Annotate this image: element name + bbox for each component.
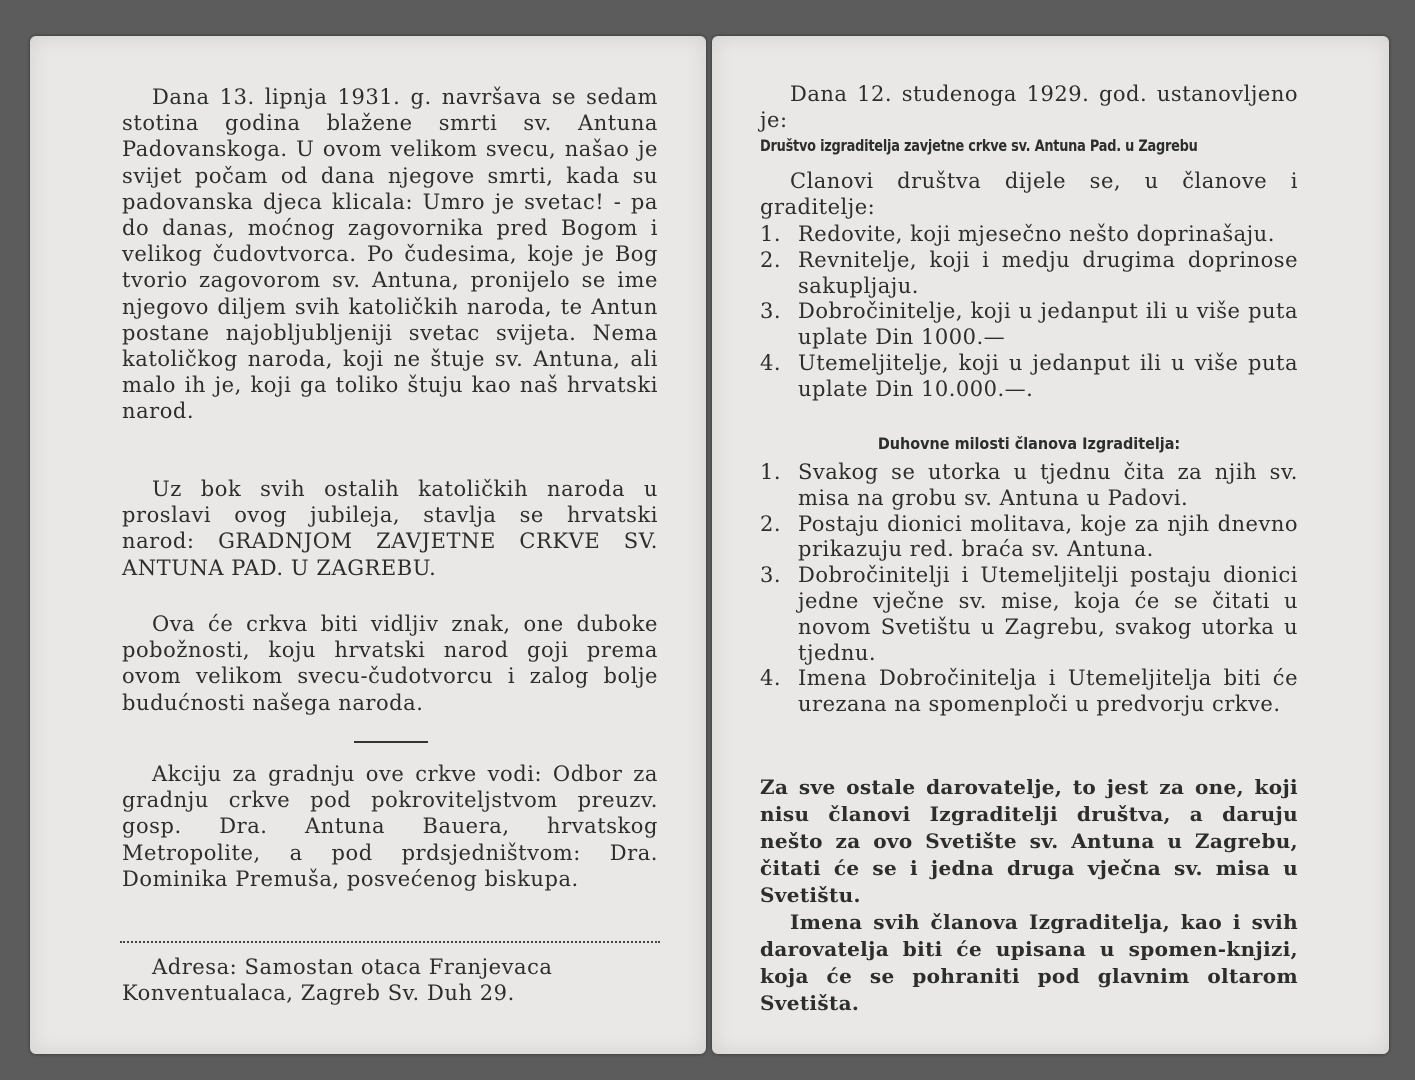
address-text: Adresa: Samostan otaca Franjevaca Konventualaca, Zagreb Sv. Duh 29. (122, 955, 553, 1006)
memorial-book-text: Imena svih članova Izgraditelja, kao i svih darovatelja biti će upisana u spomen-knjizi, koja će se pohraniti pod glavnim oltarom Svetišta. (760, 910, 1298, 1015)
church-building-paragraph (122, 476, 658, 581)
list-item: 1. Svakog se utorka u tjednu čita za njih sv. misa na grobu sv. Antuna u Padovi. (760, 460, 1298, 510)
committee-paragraph (122, 761, 658, 892)
left-page (30, 36, 706, 1054)
society-name-heading: Društvo izgraditelja zavjetne crkve sv. Antuna Pad. u Zagrebu (760, 137, 1198, 155)
graces-heading: Duhovne milosti članova Izgraditelja: (877, 434, 1181, 453)
jubilee-text: Dana 13. lipnja 1931. g. navršava se sedam stotina godina blažene smrti sv. Antuna Padovanskoga. U ovom velikom svecu, našao je svijet počam od dana njegove smrti, kada su padovanska djeca klicala: Umro je svetac! - pa do danas, moćnog zagovornika pred Bogom i velikog čudovtvorca. Po čudesima, koje je Bog tvorio zagovorom sv. Antuna, pronijelo se ime njegovo diljem svih katoličkih naroda, te Antun postane najobljubljeniji svetac svijeta. Nema katoličkog naroda, koji ne štuje sv. Antuna, ali malo ih je, koji ga toliko štuju kao naš hrvatski narod. (122, 85, 658, 424)
list-item: 2. Postaju dionici molitava, koje za njih dnevno prikazuju red. braća sv. Antuna. (760, 511, 1298, 562)
list-item: 4. Imena Dobročinitelja i Utemeljitelja biti će urezana na spomenploči u predvorju crkve. (760, 666, 1298, 717)
list-item: 3. Dobročinitelje, koji u jedanput ili u više puta uplate Din 1000.— (760, 299, 1298, 350)
members-text: Clanovi društva dijele se, u članove i graditelje: (760, 169, 1298, 219)
list-item: 4. Utemeljitelje, koji u jedanput ili u više puta uplate Din 10.000.—. (760, 350, 1298, 401)
founding-paragraph (760, 82, 1298, 134)
member-categories-list (760, 222, 1298, 403)
section-divider (354, 741, 428, 743)
members-paragraph (760, 169, 1298, 221)
founding-text: Dana 12. studenoga 1929. god. ustanovljeno je: (760, 82, 1298, 132)
graces-list (760, 460, 1298, 718)
donors-text: Za sve ostale darovatelje, to jest za one, koji nisu članovi Izgraditelji društva, a daruju nešto za ovo Svetište sv. Antuna u Zagrebu, čitati će se i jedna druga vječna sv. misa u Svetištu. (760, 775, 1298, 907)
donors-section (760, 774, 1298, 1017)
address-block (122, 954, 658, 1006)
right-page (712, 36, 1389, 1054)
church-building-text: Uz bok svih ostalih katoličkih naroda u proslavi ovog jubileja, stavlja se hrvatski narod: GRADNJOM ZAVJETNE CRKVE SV. ANTUNA PAD. U ZAGREBU. (122, 477, 658, 580)
church-sign-text: Ova će crkva biti vidljiv znak, one duboke pobožnosti, koju hrvatski narod goji prema ovom velikom svecu-čudotvorcu i zalog bolje budućnosti našega naroda. (122, 612, 658, 715)
list-item: 3. Dobročinitelji i Utemeljitelji postaju dionici jedne vječne sv. mise, koja će se čitati u novom Svetištu u Zagrebu, svakog utorka u tjednu. (760, 563, 1298, 665)
church-sign-paragraph (122, 611, 658, 716)
jubilee-paragraph (122, 84, 658, 425)
list-item: 2. Revnitelje, koji i medju drugima doprinose sakupljaju. (760, 247, 1298, 298)
list-item: 1. Redovite, koji mjesečno nešto doprinašaju. (760, 222, 1275, 246)
committee-text: Akciju za gradnju ove crkve vodi: Odbor za gradnju crkve pod pokroviteljstvom preuzv. gosp. Dra. Antuna Bauera, hrvatskog Metropolite, a pod prdsjedništvom: Dra. Dominika Premuša, posvećenog biskupa. (122, 762, 658, 891)
dotted-divider (120, 941, 660, 943)
